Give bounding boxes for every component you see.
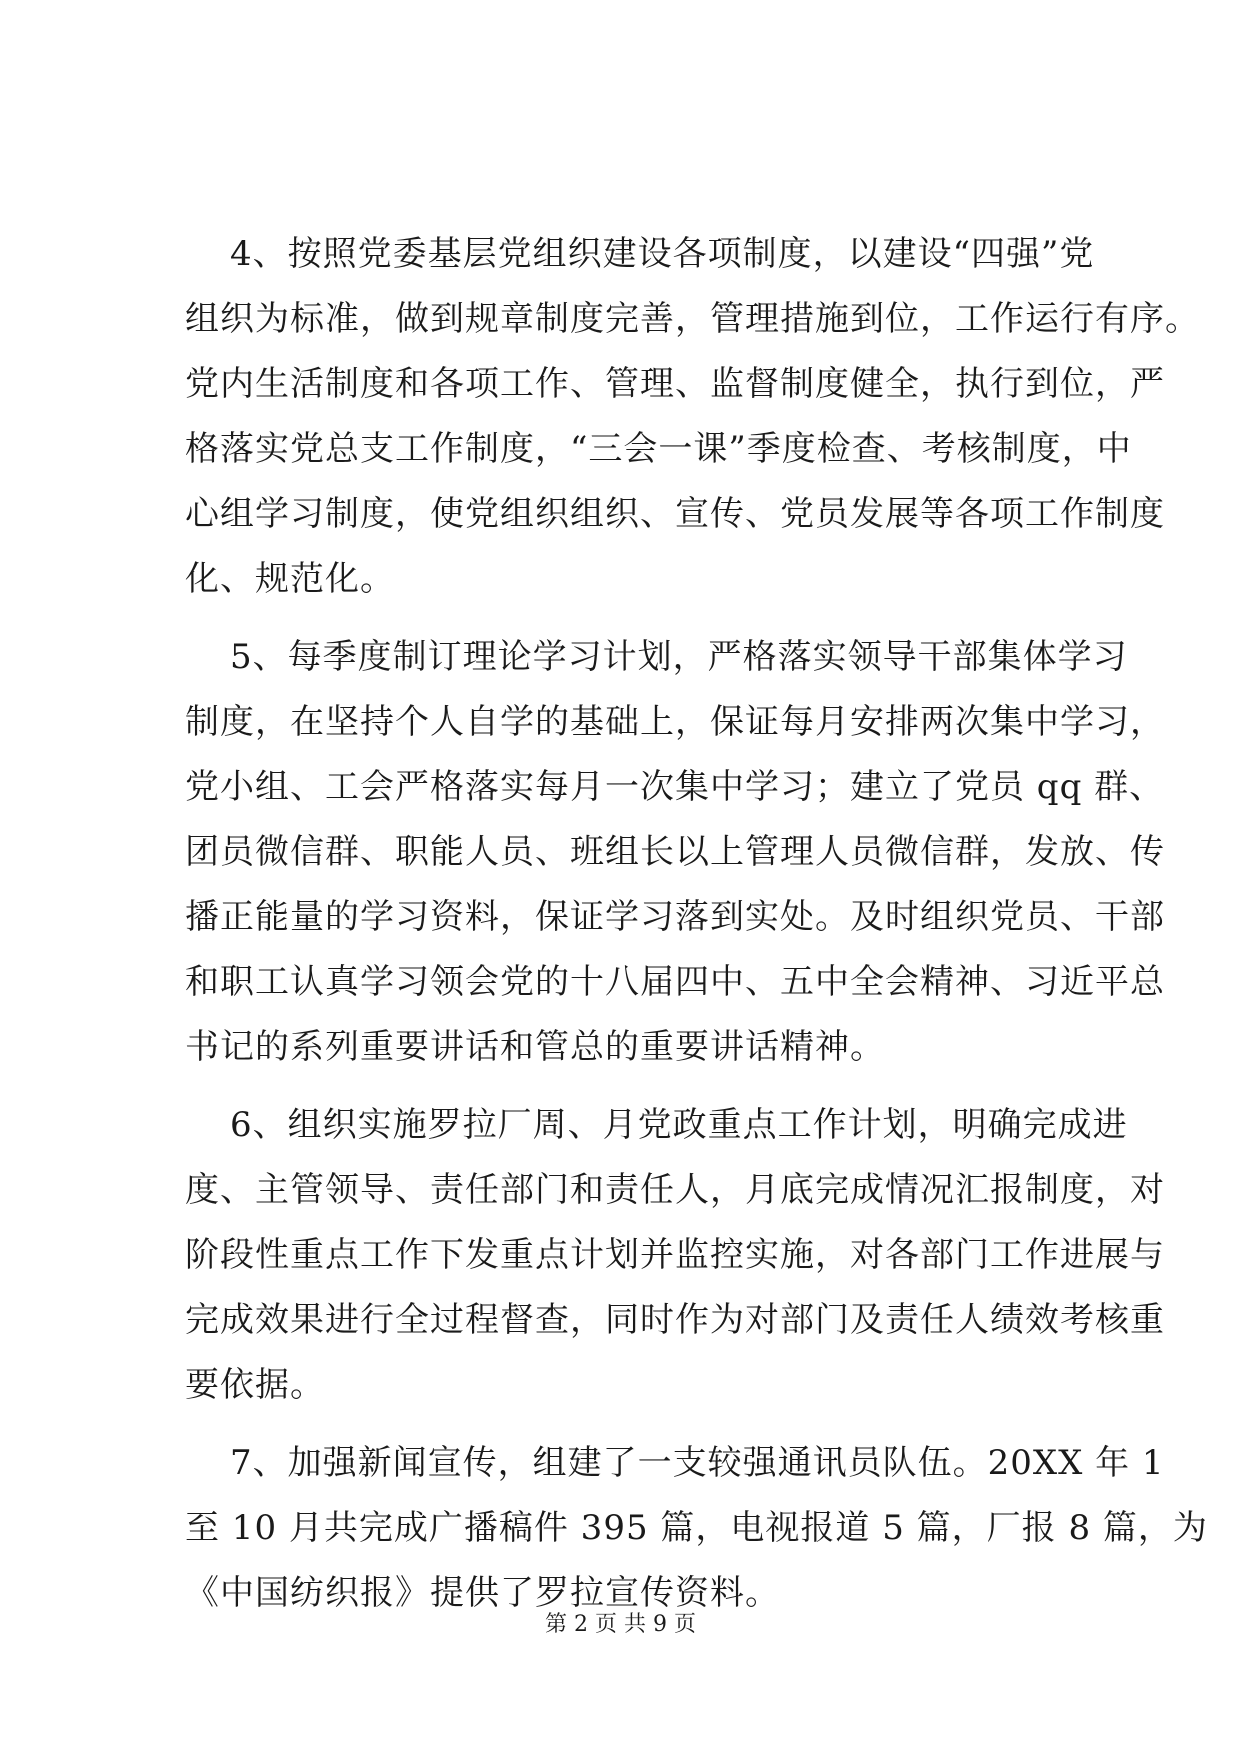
text-line: 化、规范化。 — [185, 559, 395, 599]
text-line: 书记的系列重要讲话和管总的重要讲话精神。 — [185, 1027, 885, 1067]
text-line: 《中国纺织报》提供了罗拉宣传资料。 — [185, 1573, 780, 1613]
text-line: 格落实党总支工作制度，“三会一课”季度检查、考核制度，中 — [185, 429, 1132, 469]
text-line: 心组学习制度，使党组织组织、宣传、党员发展等各项工作制度 — [185, 494, 1165, 534]
text-line: 完成效果进行全过程督查，同时作为对部门及责任人绩效考核重 — [185, 1300, 1165, 1340]
paragraph-7 — [185, 1431, 1208, 1626]
text-line: 4、按照党委基层党组织建设各项制度，以建设“四强”党 — [230, 234, 1095, 274]
text-line: 5、每季度制订理论学习计划，严格落实领导干部集体学习 — [230, 637, 1128, 677]
document-body — [185, 222, 1208, 1639]
text-line: 制度，在坚持个人自学的基础上，保证每月安排两次集中学习， — [185, 702, 1165, 742]
text-line: 党小组、工会严格落实每月一次集中学习；建立了党员 qq 群、 — [185, 767, 1165, 807]
text-line: 党内生活制度和各项工作、管理、监督制度健全，执行到位，严 — [185, 364, 1165, 404]
text-line: 团员微信群、职能人员、班组长以上管理人员微信群，发放、传 — [185, 832, 1165, 872]
paragraph-6 — [185, 1093, 1165, 1418]
text-line: 度、主管领导、责任部门和责任人，月底完成情况汇报制度，对 — [185, 1170, 1165, 1210]
text-line: 至 10 月共完成广播稿件 395 篇，电视报道 5 篇，厂报 8 篇，为 — [185, 1508, 1208, 1548]
text-line: 组织为标准，做到规章制度完善，管理措施到位，工作运行有序。 — [185, 299, 1200, 339]
text-line: 要依据。 — [185, 1365, 325, 1405]
text-line: 播正能量的学习资料，保证学习落到实处。及时组织党员、干部 — [185, 897, 1165, 937]
text-line: 6、组织实施罗拉厂周、月党政重点工作计划，明确完成进 — [230, 1105, 1128, 1145]
paragraph-5 — [185, 625, 1165, 1080]
paragraph-4 — [185, 222, 1200, 612]
text-line: 阶段性重点工作下发重点计划并监控实施，对各部门工作进展与 — [185, 1235, 1165, 1275]
text-line: 和职工认真学习领会党的十八届四中、五中全会精神、习近平总 — [185, 962, 1165, 1002]
page-number-footer: 第 2 页 共 9 页 — [545, 1612, 696, 1637]
text-line: 7、加强新闻宣传，组建了一支较强通讯员队伍。20XX 年 1 — [230, 1443, 1165, 1483]
